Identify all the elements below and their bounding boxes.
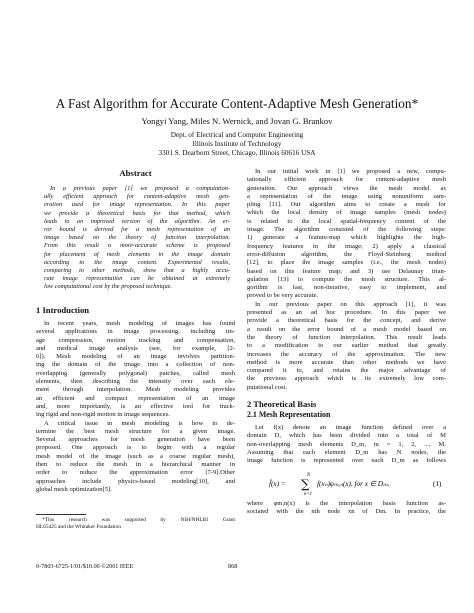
abstract-line: ror bound is derived for a mesh representation of an: [44, 226, 230, 234]
affiliation-line: 3301 S. Dearborn Street, Chicago, Illinois 60616 USA: [158, 149, 316, 158]
body-line: where φm,n(x) is the interpolation basis function as-: [247, 500, 446, 507]
introduction-body: [36, 320, 235, 494]
body-line: then to reduce the mesh in a hierarchical manner in: [36, 461, 235, 469]
body-line: generation. Our approach views the mesh model as: [247, 184, 446, 192]
affiliation: [0, 131, 474, 159]
authors: Yongyi Yang, Miles N. Wernick, and Jovan G. Brankov: [141, 116, 333, 126]
footnote-line: HL65425 and the Whitaker Foundation: [36, 524, 121, 530]
body-line: mesh model of the image (such as a coarse regular mesh),: [36, 452, 235, 460]
body-line: presented as an ad hoc procedure. In this paper we: [247, 309, 446, 317]
body-line: ing the domain of the image into a collection of non-: [36, 361, 235, 369]
body-line: proposed. One approach is to begin with a regular: [36, 444, 235, 452]
body-line: and, more importantly, is an effective tool for track-: [36, 402, 235, 410]
body-line: 6]). Mesh modeling of an image involves partition-: [36, 353, 235, 361]
abstract-line: eration used for image representation. In this paper: [44, 201, 230, 209]
body-line: pling [11]. Our algorithm aims to create a mesh for: [247, 201, 446, 209]
body-line: a result on the error bound of a mesh model based on: [247, 325, 446, 333]
copyright-line: 0-7803-6725-1/01/$10.00 ©2001 IEEE: [36, 563, 134, 570]
abstract-line: rate image representation can be obtained at extremely: [44, 275, 230, 283]
section-heading-theoretical-basis: 2 Theoretical Basis: [247, 399, 317, 409]
abstract-line: according to the image content. Experimental results,: [44, 258, 230, 266]
abstract-line: low computational cost by the proposed technique.: [44, 283, 172, 291]
body-line: increases the accuracy of the approximation. The new: [247, 350, 446, 358]
body-line: frequency features in the image; 2) apply a classical: [247, 242, 446, 250]
footnote: [36, 517, 235, 531]
abstract-heading: Abstract: [119, 168, 152, 178]
abstract-line: In a previous paper [1] we proposed a computation-: [50, 185, 230, 192]
body-line: overlapping (generally polygonal) patches, called mesh: [36, 369, 235, 377]
body-line: 1) generate a feature-map which highlights the high-: [247, 234, 446, 242]
body-line: based on this feature map; and 3) use Delaunay trian-: [247, 267, 446, 275]
abstract-line: leads to an improved version of the algorithm. An er-: [44, 217, 230, 225]
affiliation-line: Dept. of Electrical and Computer Engineering: [170, 131, 304, 139]
equation-svg: [247, 470, 446, 498]
body-line: ment through interpolation. Mesh modeling provides: [36, 386, 235, 394]
body-line: image function is represented over each D_m as follows: [247, 457, 446, 465]
body-line: and medical image analysis (see, for example, [2-: [36, 344, 235, 352]
body-line: gorithm is fast, non-iterative, easy to implement, and: [247, 284, 446, 292]
body-line: global mesh optimization[5].: [36, 485, 112, 493]
body-line: order to reduce the approximation error [7-9].Other: [36, 469, 235, 477]
body-line: the previous approach which is its extremely low com-: [247, 375, 446, 383]
body-line: image. The algorithm consisted of the following steps:: [247, 226, 446, 234]
abstract-line: ally efficient approach for content-adaptive mesh gen-: [44, 193, 230, 201]
body-line: several applications in image processing, including im-: [36, 328, 235, 336]
body-line: gulation [13] to compute the mesh structure. This al-: [247, 275, 446, 283]
body-line: Assuming that each element D_m has N nodes, the: [247, 448, 446, 456]
equation-term: f(xₙ)φₘ,ₙ(x), for x ∈ Dₘ,: [317, 480, 390, 488]
body-line: Let f(x) denote an image function defined over a: [255, 424, 446, 431]
body-line: In our previous paper on this approach [1], it was: [255, 300, 446, 308]
paper-title: A Fast Algorithm for Accurate Content-Adaptive Mesh Generation*: [55, 96, 419, 111]
body-line: method is more accurate than other methods we have: [247, 358, 446, 366]
equation-sum-symbol: ∑: [301, 477, 310, 491]
body-line: which the local density of image samples (mesh nodes): [247, 209, 446, 217]
body-line: approaches include physics-based modeling[10], and: [36, 477, 235, 485]
mesh-representation-body: [247, 424, 446, 465]
body-line: error-diffusion algorithm, the Floyd-Steinberg method: [247, 250, 446, 258]
body-line: In recent years, mesh modeling of images has found: [44, 320, 235, 327]
affiliation-line: Illinois Institute of Technology: [192, 140, 282, 149]
body-line: a representation of the image using nonuniform sam-: [247, 192, 446, 200]
body-line: non-overlapping mesh elements D_m, m = 1, 2, ..., M.: [247, 440, 446, 448]
body-line: putational cost.: [247, 383, 288, 391]
body-line: A critical issue in mesh modeling is how to de-: [44, 419, 235, 427]
body-line: to a modification to our earlier method that greatly: [247, 342, 446, 350]
body-line: the theory of function interpolation. This result leads: [247, 333, 446, 341]
body-line: sociated with the nth node xn of Dm. In practice, the: [247, 508, 446, 516]
abstract-line: we provide a theoretical basis for that method, which: [44, 209, 230, 217]
body-line: Several approaches for mesh generation have been: [36, 436, 235, 444]
body-line: termine the best mesh structure for a given image.: [36, 427, 235, 435]
body-line: age compression, motion tracking and compensation,: [36, 336, 235, 344]
abstract-line: comparing to other methods, show that a highly accu-: [44, 267, 230, 275]
body-line: domain D, which has been divided into a total of M: [247, 432, 446, 440]
body-line: compared it to, and retains the major advantage of: [247, 367, 446, 375]
body-line: provide a theoretical basis for the concept, and derive: [247, 317, 446, 325]
abstract-line: image based on the theory of function interpolation.: [44, 234, 230, 242]
after-equation-body: [247, 500, 446, 517]
body-line: ing rigid and non-rigid motion in image sequences.: [36, 411, 170, 419]
equation-number: (1): [433, 480, 442, 488]
body-line: elements, then describing the intensity over each ele-: [36, 378, 235, 386]
equation-sum-upper: N: [307, 473, 311, 478]
footnote-rule: [36, 514, 86, 515]
abstract-line: From this result a more-accurate scheme is proposed: [44, 242, 230, 250]
equation-lhs: f̂(x) =: [269, 480, 286, 488]
subsection-heading-mesh-representation: 2.1 Mesh Representation: [247, 410, 331, 419]
body-line: [12], to place the image samples (i.e., the mesh nodes): [247, 259, 446, 267]
page-number: 868: [228, 563, 238, 570]
equation-1: [247, 470, 446, 498]
footnote-line: *This research was supported by NIH/NHLBI Grant: [42, 517, 235, 523]
body-line: is related to the local spatial-frequency content of the: [247, 217, 446, 225]
abstract-body: [44, 185, 230, 292]
body-line: tationally efficient approach for content-adaptive mesh: [247, 176, 446, 184]
body-line: proved to be very accurate.: [247, 292, 319, 300]
body-line: an efficient and compact representation of an image: [36, 394, 235, 402]
equation-sum-lower: n=1: [304, 492, 313, 497]
right-column-body: [247, 168, 446, 392]
abstract-line: for placement of mesh elements in the image domain: [44, 250, 230, 258]
body-line: In our initial work in [1] we proposed a new, compu-: [255, 168, 446, 175]
section-heading-introduction: 1 Introduction: [36, 305, 90, 315]
